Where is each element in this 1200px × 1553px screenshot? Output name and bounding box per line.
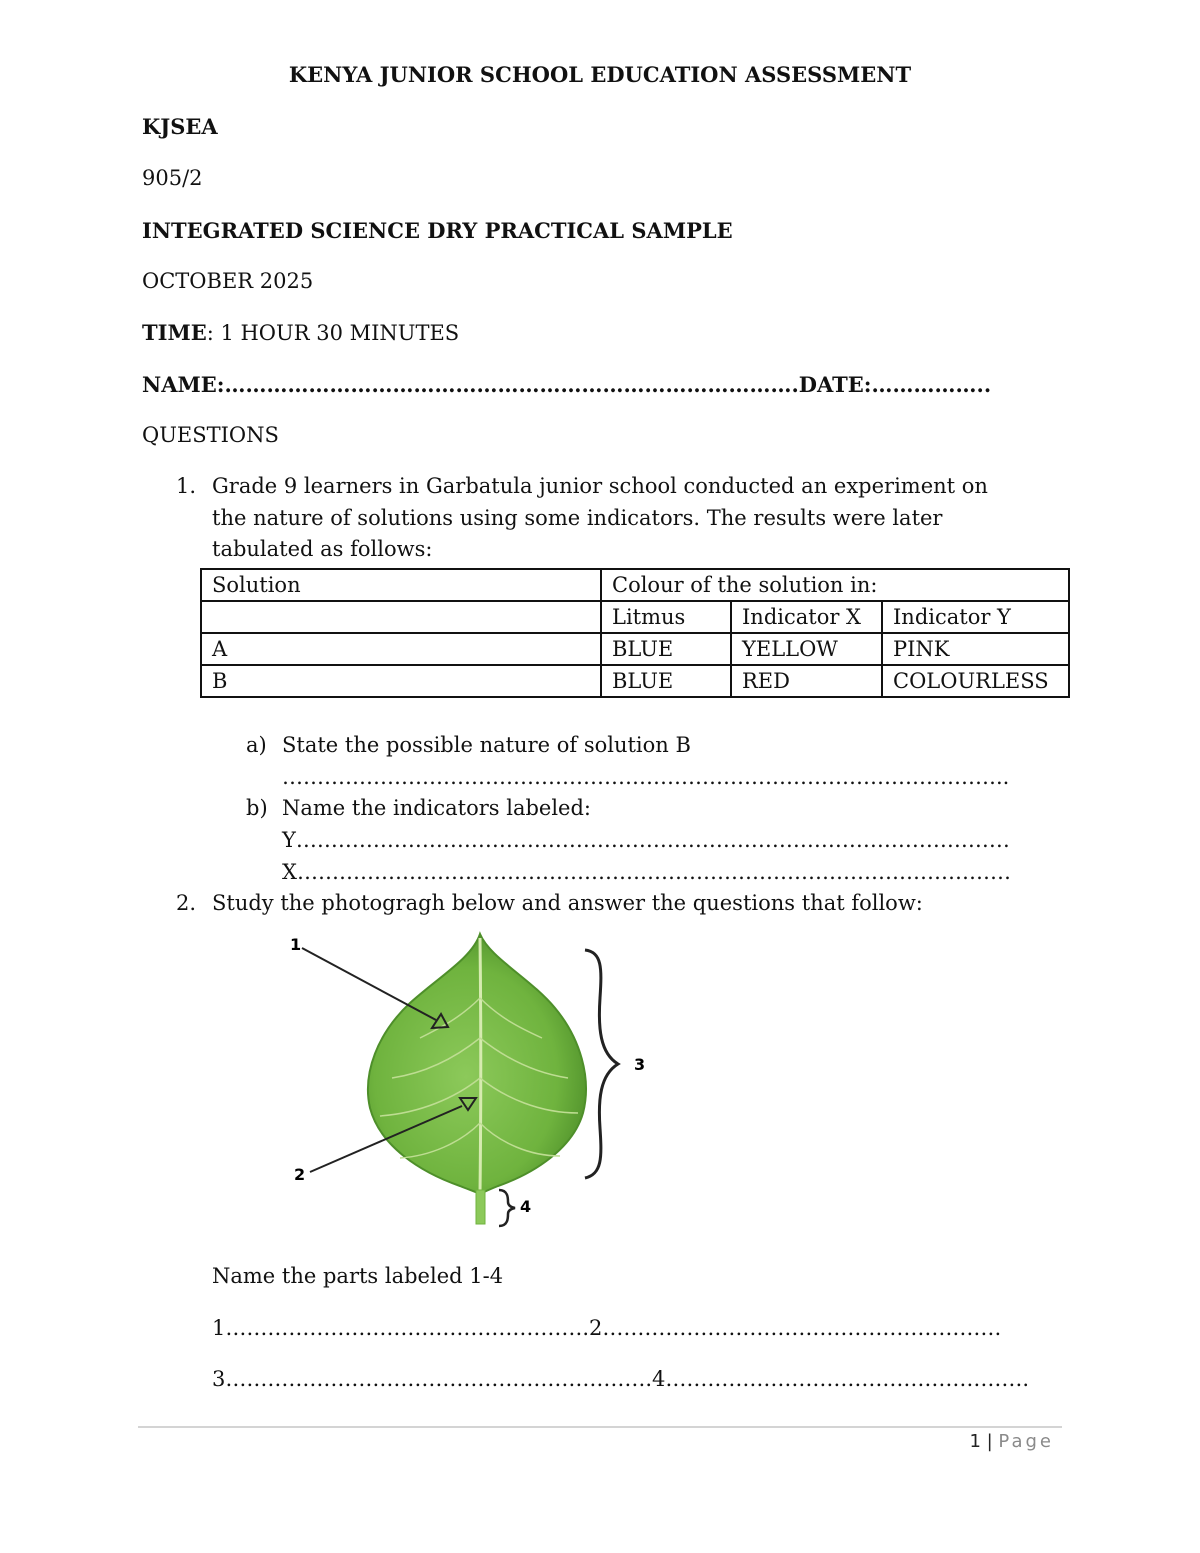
- q2-text: Study the photogragh below and answer the questions that follow:: [212, 891, 923, 915]
- q1-text-line-2: the nature of solutions using some indicators. The results were later: [212, 506, 943, 530]
- subject-title: INTEGRATED SCIENCE DRY PRACTICAL SAMPLE: [142, 218, 733, 243]
- time-label: TIME: [142, 320, 207, 345]
- q1a-label: a): [246, 733, 267, 757]
- page-separator: |: [980, 1431, 999, 1452]
- header-colour: Colour of the solution in:: [601, 569, 1069, 601]
- leaf-midrib: [480, 938, 481, 1194]
- exam-date: OCTOBER 2025: [142, 269, 314, 293]
- brace-4: [499, 1190, 515, 1226]
- subheader-indicator-y: Indicator Y: [882, 601, 1069, 633]
- table-row: [201, 633, 1069, 665]
- q2-instruction: Name the parts labeled 1-4: [212, 1264, 504, 1288]
- diagram-label-4: 4: [520, 1197, 532, 1216]
- cell-litmus: BLUE: [601, 665, 731, 697]
- q1-text-line-1: Grade 9 learners in Garbatula junior school conducted an experiment on: [212, 474, 988, 498]
- table-header-row: [201, 569, 1069, 601]
- q1b-answer-y[interactable]: Y…………………………………………………………………………………………: [282, 828, 1010, 852]
- q1b-answer-x[interactable]: X…………………………………………………………………………………………: [282, 860, 1011, 884]
- leaf-petiole: [476, 1190, 485, 1224]
- exam-code: KJSEA: [142, 114, 218, 139]
- diagram-label-1: 1: [290, 935, 302, 954]
- q1-text-line-3: tabulated as follows:: [212, 537, 433, 561]
- cell-indicator-y: PINK: [882, 633, 1069, 665]
- cell-indicator-x: YELLOW: [731, 633, 882, 665]
- q2-answer-line-2[interactable]: 3…………………………………………………….4…………………………………………….: [212, 1367, 1030, 1391]
- q1a-answer-line[interactable]: …………………………………………………………………………………………..: [282, 765, 1010, 789]
- results-table: [200, 568, 1070, 698]
- time-value: : 1 HOUR 30 MINUTES: [206, 321, 460, 345]
- subheader-blank: [201, 601, 601, 633]
- q1a-text: State the possible nature of solution B: [282, 733, 691, 757]
- diagram-label-2: 2: [294, 1165, 306, 1184]
- q1b-label: b): [246, 796, 268, 820]
- leaf-diagram: [280, 928, 660, 1228]
- table-row: [201, 665, 1069, 697]
- brace-3: [585, 950, 618, 1178]
- page-word: Page: [998, 1431, 1054, 1452]
- q2-answer-line-1[interactable]: 1…………………………………………….2…………………………………………………: [212, 1316, 1002, 1340]
- header-solution: Solution: [201, 569, 601, 601]
- q1b-text: Name the indicators labeled:: [282, 796, 592, 820]
- cell-indicator-y: COLOURLESS: [882, 665, 1069, 697]
- cell-solution: B: [201, 665, 601, 697]
- q2-number: 2.: [176, 891, 197, 915]
- cell-litmus: BLUE: [601, 633, 731, 665]
- cell-indicator-x: RED: [731, 665, 882, 697]
- page-footer: [969, 1431, 1054, 1452]
- subheader-litmus: Litmus: [601, 601, 731, 633]
- table-subheader-row: [201, 601, 1069, 633]
- exam-time: [142, 320, 459, 345]
- page-number: 1: [969, 1431, 981, 1452]
- name-date-line[interactable]: NAME:……………………………………………………………………….DATE:……………..: [142, 372, 992, 397]
- leaf-blade: [368, 934, 586, 1194]
- pointer-line-1: [302, 948, 436, 1020]
- exam-title: KENYA JUNIOR SCHOOL EDUCATION ASSESSMENT: [288, 62, 912, 87]
- questions-heading: QUESTIONS: [142, 423, 279, 447]
- cell-solution: A: [201, 633, 601, 665]
- footer-divider: [138, 1426, 1062, 1428]
- subheader-indicator-x: Indicator X: [731, 601, 882, 633]
- q1-number: 1.: [176, 474, 197, 498]
- paper-number: 905/2: [142, 166, 203, 190]
- diagram-label-3: 3: [634, 1055, 646, 1074]
